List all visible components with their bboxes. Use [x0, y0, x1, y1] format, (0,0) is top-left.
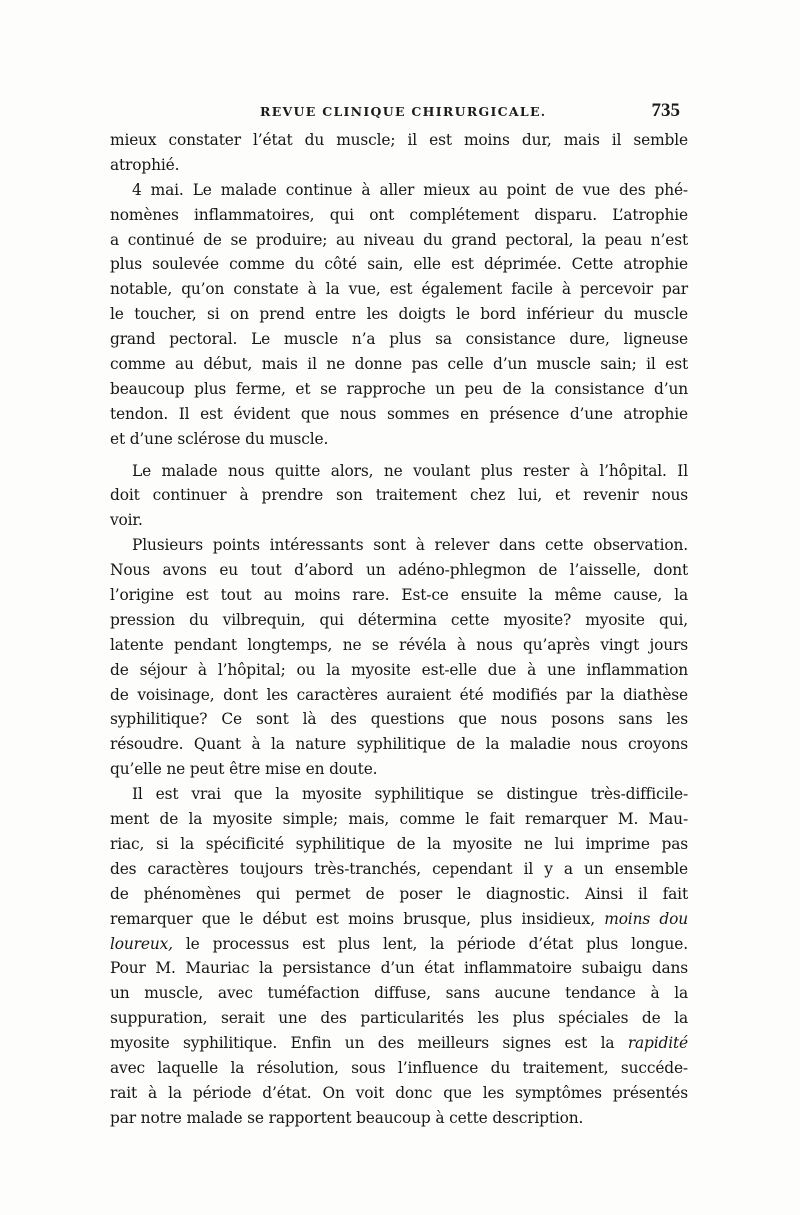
- page-number: 735: [651, 100, 680, 121]
- text-line: Pour M. Mauriac la persistance d’un état inflammatoire subaigu dans: [110, 959, 688, 978]
- text-line: latente pendant longtemps, ne se révéla à nous qu’après vingt jours: [110, 635, 688, 654]
- text-line: résoudre. Quant à la nature syphilitique de la maladie nous croyons: [110, 735, 688, 754]
- text-line: un muscle, avec tuméfaction diffuse, sans aucune tendance à la: [110, 984, 688, 1003]
- text-line: riac, si la spécificité syphilitique de la myosite ne lui imprime pas: [110, 834, 688, 853]
- text-line: atrophié.: [110, 155, 180, 174]
- text-segment: myosite syphilitique. Enfin un des meilleurs signes est la: [110, 1034, 615, 1053]
- text-line: beaucoup plus ferme, et se rapproche un peu de la consistance d’un: [110, 379, 688, 398]
- text-line: de séjour à l’hôpital; ou la myosite est-elle due à une inflammation: [110, 660, 688, 679]
- text-line: Nous avons eu tout d’abord un adéno-phlegmon de l’aisselle, dont: [110, 561, 688, 580]
- text-line: notable, qu’on constate à la vue, est également facile à percevoir par: [110, 280, 688, 299]
- text-line: de voisinage, dont les caractères auraient été modifiés par la diathèse: [110, 685, 688, 704]
- text-segment: le processus est plus lent, la période d’état plus longue.: [185, 934, 688, 953]
- text-line: nomènes inflammatoires, qui ont complétement disparu. L’atrophie: [110, 205, 688, 224]
- text-line: Il est vrai que la myosite syphilitique se distingue très-difficile-: [132, 785, 688, 804]
- text-line: a continué de se produire; au niveau du grand pectoral, la peau n’est: [110, 230, 688, 249]
- text-line: ment de la myosite simple; mais, comme le fait remarquer M. Mau-: [110, 810, 688, 829]
- italic-text: loureux,: [110, 934, 173, 953]
- running-title: REVUE CLINIQUE CHIRURGICALE.: [260, 104, 547, 119]
- text-line: [110, 932, 688, 957]
- text-line: le toucher, si on prend entre les doigts le bord inférieur du muscle: [110, 305, 688, 324]
- text-line: mieux constater l’état du muscle; il est moins dur, mais il semble: [110, 131, 688, 149]
- text-line: doit continuer à prendre son traitement chez lui, et revenir nous: [110, 486, 688, 505]
- text-line: de phénomènes qui permet de poser le diagnostic. Ainsi il fait: [110, 884, 688, 903]
- body-text: [110, 128, 688, 1131]
- text-line: qu’elle ne peut être mise en doute.: [110, 760, 378, 779]
- text-line: par notre malade se rapportent beaucoup à cette description.: [110, 1108, 584, 1127]
- text-line: rait à la période d’état. On voit donc que les symptômes présentés: [110, 1083, 688, 1102]
- italic-text: rapidité: [627, 1034, 688, 1053]
- text-line: [110, 907, 688, 932]
- text-line: tendon. Il est évident que nous sommes en présence d’une atrophie: [110, 404, 688, 423]
- text-line: l’origine est tout au moins rare. Est-ce ensuite la même cause, la: [110, 586, 688, 605]
- running-head: [110, 100, 680, 122]
- text-line: pression du vilbrequin, qui détermina cette myosite? myosite qui,: [110, 610, 688, 629]
- text-line: voir.: [110, 511, 143, 530]
- text-line: Le malade nous quitte alors, ne voulant plus rester à l’hôpital. Il: [132, 461, 688, 480]
- text-segment: remarquer que le début est moins brusque, plus insidieux,: [110, 909, 595, 928]
- text-line: des caractères toujours très-tranchés, cependant il y a un ensemble: [110, 859, 688, 878]
- text-line: plus soulevée comme du côté sain, elle est déprimée. Cette atrophie: [110, 255, 688, 274]
- text-line: suppuration, serait une des particularités les plus spéciales de la: [110, 1009, 688, 1028]
- text-line: syphilitique? Ce sont là des questions que nous posons sans les: [110, 710, 688, 729]
- text-line: grand pectoral. Le muscle n’a plus sa consistance dure, ligneuse: [110, 330, 688, 349]
- text-line: et d’une sclérose du muscle.: [110, 429, 329, 448]
- text-line: 4 mai. Le malade continue à aller mieux au point de vue des phé-: [132, 180, 688, 199]
- text-line: avec laquelle la résolution, sous l’influence du traitement, succéde-: [110, 1058, 688, 1077]
- italic-text: moins dou: [604, 909, 688, 928]
- text-line: [110, 1031, 688, 1056]
- text-line: Plusieurs points intéressants sont à relever dans cette observation.: [132, 536, 688, 555]
- text-line: comme au début, mais il ne donne pas celle d’un muscle sain; il est: [110, 355, 688, 374]
